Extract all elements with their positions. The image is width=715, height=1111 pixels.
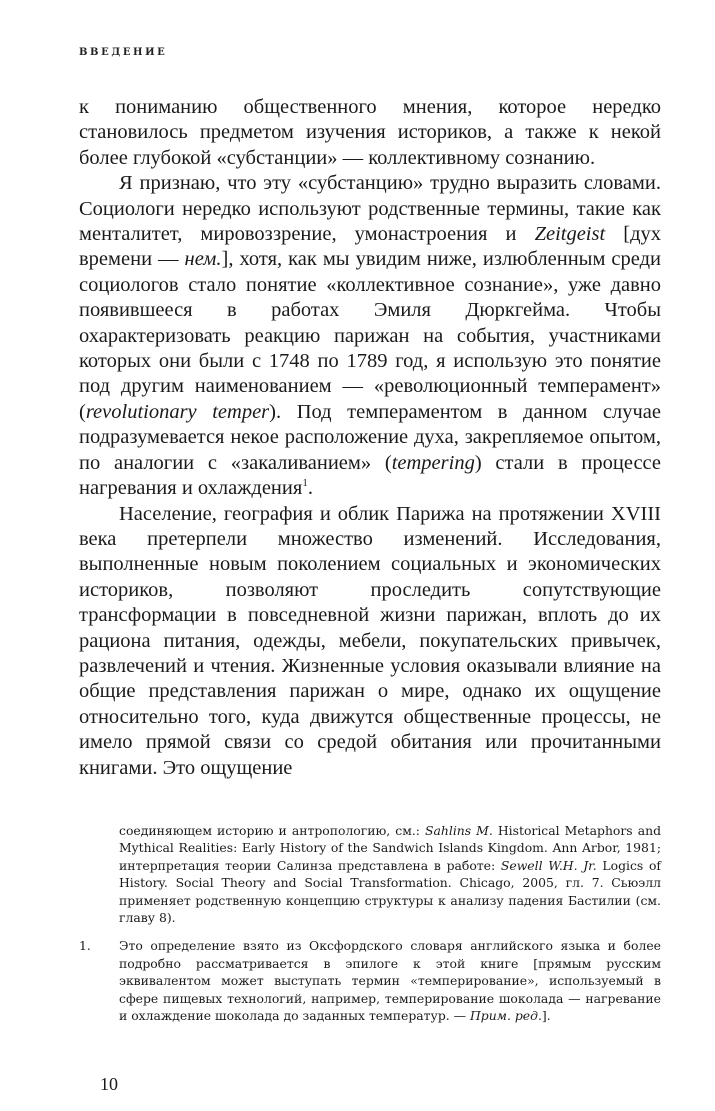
footnotes: [79, 822, 661, 1024]
abbr-nem: нем.: [184, 248, 222, 271]
page-number: 10: [100, 1074, 118, 1094]
footnote-marker[interactable]: 1: [302, 477, 308, 490]
author-sewell: Sewell W.H. Jr.: [500, 857, 597, 873]
editor-note: Прим. ред.: [469, 1008, 542, 1024]
term-tempering: tempering: [391, 451, 475, 474]
author-sahlins: Sahlins M.: [425, 823, 493, 838]
paragraph-temperament: Я признаю, что эту «субстанцию» трудно выразить словами. Социологи нередко используют родственные термины, такие как менталитет, мировоззрение, умонастроения и Zeitgeist [дух времени — нем.], хотя, как мы увидим ниже, излюбленным среди социологов стало понятие «коллективное сознание», уже давно появившееся в работах Эмиля Дюркгейма. Чтобы охарактеризовать реакцию парижан на события, участниками которых они были с 1748 по 1789 год, я использую это понятие под другим наименованием — «революционный темперамент» (revolutionary temper). Под темпераментом в данном случае подразумевается некое расположение духа, закрепляемое опытом, по аналогии с «закаливанием» (tempering) стали в процессе нагревания и охлаждения$^1$.: [79, 172, 661, 500]
paragraph-paris: Население, география и облик Парижа на протяжении XVIII века претерпели множество изменений. Исследования, выполненные новым поколением социальных и экономических историков, позволяют проследить сопутствующие трансформации в повседневной жизни парижан, вплоть до их рациона питания, одежды, мебели, покупательских привычек, развлечений и чтения. Жизненные условия оказывали влияние на общие представления парижан о мире, однако их ощущение относительно того, куда движутся общественные процессы, не имело прямой связи со средой обитания или прочитанными книгами. Это ощущение: [79, 502, 661, 779]
footnote-number: 1.: [79, 938, 91, 954]
footnote-1: 1. Это определение взято из Оксфордского словаря английского языка и более подробно рассматривается в эпилоге к этой книге [прямым русским эквивалентом может выступать термин «темперирование», используемый в сфере пищевых технологий, например, темперирование шоколада — нагревание и охлаждение шоколада до заданных температур. — Прим. ред.].: [79, 938, 661, 1024]
running-head: ВВЕДЕНИЕ: [79, 47, 168, 58]
term-revolutionary-temper: revolutionary temper: [85, 400, 270, 423]
term-zeitgeist: Zeitgeist: [534, 223, 606, 246]
main-text: [79, 95, 661, 781]
paragraph-continuation: к пониманию общественного мнения, которое нередко становилось предметом изучения историков, а также к некой более глубокой «субстанции» — коллективному сознанию.: [79, 96, 661, 169]
footnote-continuation: соединяющем историю и антропологию, см.: Sahlins M. Historical Metaphors and Mythical Realities: Early History of the Sandwich Islands Kingdom. Ann Arbor, 1981; интерпретация теории Салинза представлена в работе: Sewell W.H. Jr. Logics of History. Social Theory and Social Transformation. Chicago, 2005, гл. 7. Сьюэлл применяет родственную концепцию структуры к анализу падения Бастилии (см. главу 8).: [119, 823, 662, 926]
